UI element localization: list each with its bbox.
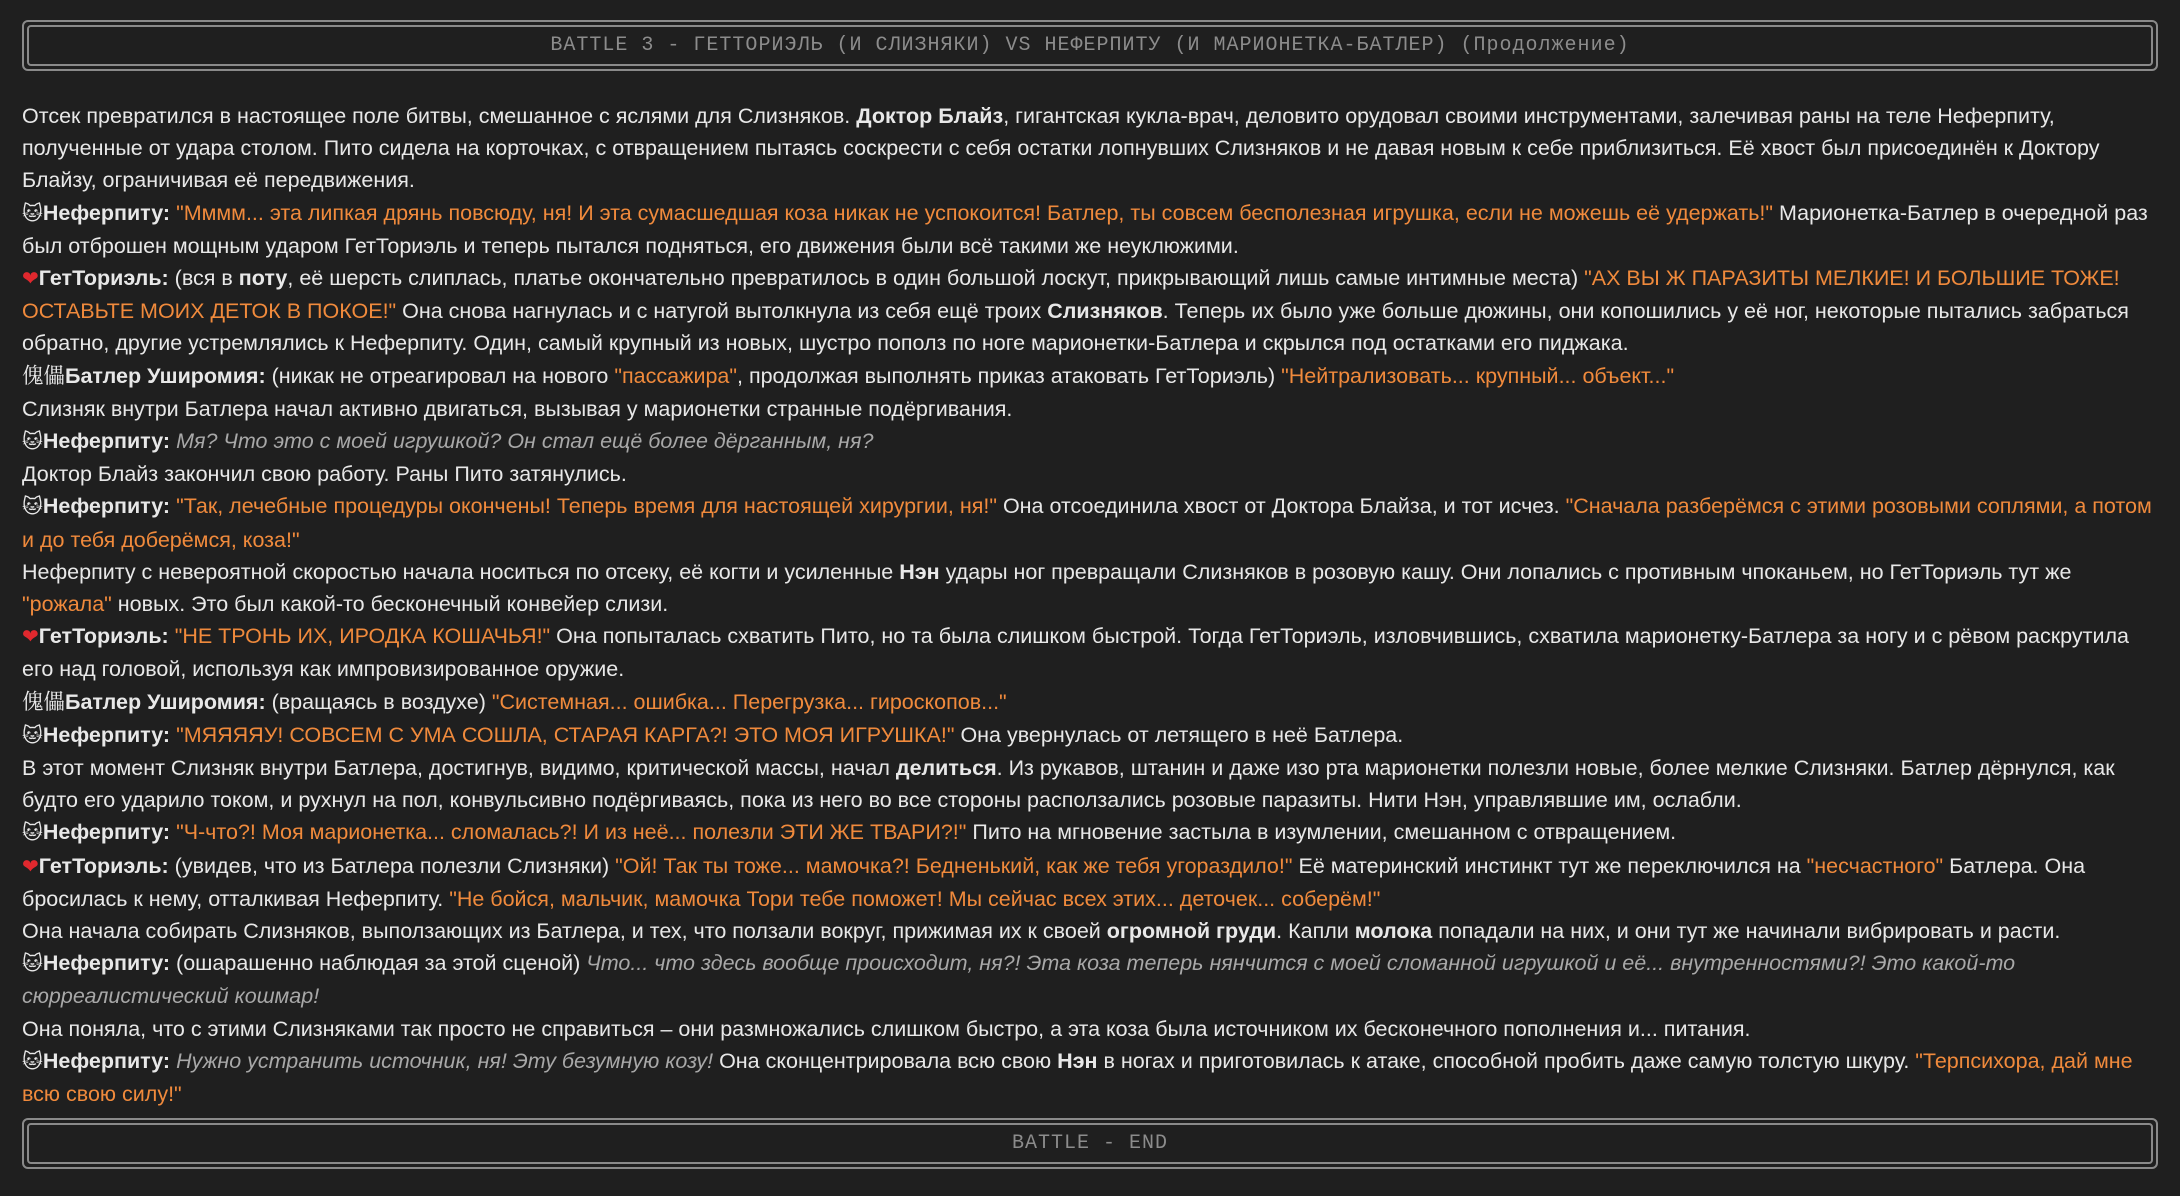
speech-text: "НЕ ТРОНЬ ИХ, ИРОДКА КОШАЧЬЯ!" xyxy=(174,624,551,649)
speaker-name: ГетТориэль: xyxy=(38,853,169,878)
speech-text: "рожала" xyxy=(22,592,112,617)
speech-text: "МЯЯЯЯУ! СОВСЕМ С УМА СОШЛА, СТАРАЯ КАРГА?! ЭТО МОЯ ИГРУШКА!" xyxy=(176,722,955,747)
speech-text: "Ой! Так ты тоже... мамочка?! Бедненький, как же тебя угораздило!" xyxy=(615,853,1293,878)
speech-text: "Сначала разберёмся с этими розовыми соплями, а потом и до тебя доберёмся, коза!" xyxy=(22,494,2152,552)
emphasis-text: Доктор Блайз xyxy=(856,104,1004,128)
speech-text: "АХ ВЫ Ж ПАРАЗИТЫ МЕЛКИЕ! И БОЛЬШИЕ ТОЖЕ! ОСТАВЬТЕ МОИХ ДЕТОК В ПОКОЕ!" xyxy=(22,266,2120,324)
speech-text: "Нейтрализовать... крупный... объект..." xyxy=(1281,363,1675,388)
speech-text: "Системная... ошибка... Перегрузка... гироскопов..." xyxy=(491,689,1007,714)
narration-text: Она снова нагнулась и с натугой вытолкнула из себя ещё троих xyxy=(396,299,1048,324)
narration-line xyxy=(22,1013,2158,1045)
speaker-name: Неферпиту: xyxy=(42,429,171,454)
emphasis-text: огромной груди xyxy=(1106,919,1277,944)
narration-text: Пито на мгновение застыла в изумлении, смешанном с отвращением. xyxy=(966,820,1677,845)
speaker-name: Неферпиту: xyxy=(42,820,171,845)
narration-line xyxy=(22,752,2158,816)
speech-text: "Ч-что?! Моя марионетка... сломалась?! И из неё... полезли ЭТИ ЖЕ ТВАРИ?!" xyxy=(176,820,967,845)
dialogue-line-butler xyxy=(22,686,2158,719)
narration-text: Отсек превратился в настоящее поле битвы, смешанное с яслями для Слизняков. xyxy=(22,104,857,128)
narration-text: . Капли xyxy=(1276,919,1355,944)
narration-text: (никак не отреагировал на нового xyxy=(265,363,615,388)
speaker-name: Неферпиту: xyxy=(42,200,171,225)
narration-text: (увидев, что из Батлера полезли Слизняки) xyxy=(168,853,616,878)
cat-face-icon: 🐱 xyxy=(22,431,43,454)
heart-icon: ❤ xyxy=(22,268,39,291)
dialogue-line-neferpitou xyxy=(22,719,2158,752)
heart-icon: ❤ xyxy=(22,855,39,878)
speech-text: "пассажира" xyxy=(614,363,738,388)
narration-text: . Из рукавов, штанин и даже изо рта марионетки полезли новые, более мелкие Слизняки. Батлер дёрнулся, как будто его ударило током, и рухнул на пол, конвульсивно подёргиваясь, пока из него во все стороны расползались розовые паразиты. Нити Нэн, управлявшие им, ослабли. xyxy=(22,756,2115,813)
emphasis-text: Нэн xyxy=(1057,1048,1098,1073)
narration-text: Батлера. Она бросилась к нему, отталкивая Неферпиту. xyxy=(22,853,2086,911)
cat-face-icon: 🐱 xyxy=(22,724,43,747)
puppet-kanji-icon: 傀儡 xyxy=(22,363,66,389)
narration-text: в ногах и приготовилась к атаке, способной пробить даже самую толстую шкуру. xyxy=(1097,1048,1916,1073)
speaker-name: Неферпиту: xyxy=(42,722,171,747)
dialogue-line-neferpitou xyxy=(22,1045,2158,1110)
dialogue-line-neferpitou xyxy=(22,197,2158,262)
speaker-name: Неферпиту: xyxy=(42,494,171,519)
dialogue-line-neferpitou xyxy=(22,425,2158,458)
speech-text: "несчастного" xyxy=(1806,853,1944,878)
dialogue-line-gettoriel xyxy=(22,262,2158,360)
emphasis-text: молока xyxy=(1354,919,1433,944)
narration-line xyxy=(22,915,2158,947)
thought-text: Мя? Что это с моей игрушкой? Он стал ещё более дёрганным, ня? xyxy=(176,429,874,454)
narration-text: Марионетка-Батлер в очередной раз был отброшен мощным ударом ГетТориэль и теперь пытался подняться, его движения были всё такими же неуклюжими. xyxy=(22,200,2148,258)
speaker-name: ГетТориэль: xyxy=(38,266,169,291)
narration-text: , её шерсть слиплась, платье окончательно превратилось в один большой лоскут, прикрывающий лишь самые интимные места) xyxy=(287,266,1585,291)
thought-text: Нужно устранить источник, ня! Эту безумную козу! xyxy=(176,1048,714,1073)
narration-text: Она поняла, что с этими Слизняками так просто не справиться – они размножались слишком быстро, а эта коза была источником их бесконечного пополнения и... питания. xyxy=(22,1016,1751,1041)
narration-line xyxy=(22,100,2158,197)
speaker-name: ГетТориэль: xyxy=(38,624,169,649)
battle-header-title: BATTLE 3 - ГЕТТОРИЭЛЬ (И СЛИЗНЯКИ) VS НЕФЕРПИТУ (И МАРИОНЕТКА-БАТЛЕР) (Продолжение) xyxy=(27,25,2153,66)
narration-text: Она попыталась схватить Пито, но та была слишком быстрой. Тогда ГетТориэль, изловчившись, схватила марионетку-Батлера за ногу и с рёвом раскрутила его над головой, используя как импровизированное оружие. xyxy=(22,624,2129,682)
heart-icon: ❤ xyxy=(22,626,39,649)
emphasis-text: делиться xyxy=(895,756,997,781)
speaker-name: Батлер Уширомия: xyxy=(65,363,266,388)
emphasis-text: поту xyxy=(238,266,288,291)
dialogue-line-neferpitou xyxy=(22,490,2158,555)
speaker-name: Неферпиту: xyxy=(42,1048,171,1073)
cat-face-icon: 🐱 xyxy=(22,822,43,845)
narration-text: (ошарашенно наблюдая за этой сценой) xyxy=(170,951,587,976)
narration-text: Её материнский инстинкт тут же переключился на xyxy=(1292,853,1807,878)
narration-text: Она отсоединила хвост от Доктора Блайза, и тот исчез. xyxy=(996,494,1566,519)
dialogue-line-neferpitou xyxy=(22,947,2158,1012)
cat-face-icon: 🐱 xyxy=(22,1050,43,1073)
narration-text: удары ног превращали Слизняков в розовую кашу. Они лопались с противным чпоканьем, но ГетТориэль тут же xyxy=(939,559,2072,584)
battle-narrative xyxy=(22,100,2158,1110)
speaker-name: Неферпиту: xyxy=(42,951,171,976)
speech-text: "Терпсихора, дай мне всю свою силу!" xyxy=(22,1048,2133,1107)
battle-footer-title: BATTLE - END xyxy=(27,1123,2153,1164)
cat-face-icon: 🐱 xyxy=(22,953,43,976)
narration-text: Она начала собирать Слизняков, выползающих из Батлера, и тех, что ползали вокруг, прижимая их к своей xyxy=(22,919,1107,944)
dialogue-line-butler xyxy=(22,360,2158,393)
narration-text: Она сконцентрировала всю свою xyxy=(713,1048,1058,1073)
narration-text: Неферпиту с невероятной скоростью начала носиться по отсеку, её когти и усиленные xyxy=(22,559,900,584)
speaker-name: Батлер Уширомия: xyxy=(65,689,266,714)
dialogue-line-gettoriel xyxy=(22,850,2158,915)
narration-text: (вся в xyxy=(168,266,239,291)
narration-text: попадали на них, и они тут же начинали вибрировать и расти. xyxy=(1432,919,2061,944)
thought-text: Что... что здесь вообще происходит, ня?! Эта коза теперь нянчится с моей сломанной игрушкой и её... внутренностями?! Это какой-то сюрреалистический кошмар! xyxy=(22,951,2016,1009)
narration-text: , гигантская кукла-врач, деловито орудовал своими инструментами, залечивая раны на теле Неферпиту, полученные от удара столом. Пито сидела на корточках, с отвращением пытаясь соскрести с себя остатки лопнувших Слизняков и не давая новым к себе приблизиться. Её хвост был присоединён к Доктору Блайзу, ограничивая её передвижения. xyxy=(22,104,2100,193)
cat-face-icon: 🐱 xyxy=(22,496,43,519)
narration-line xyxy=(22,556,2158,620)
narration-text: Она увернулась от летящего в неё Батлера. xyxy=(954,722,1404,747)
narration-text: (вращаясь в воздухе) xyxy=(265,689,492,714)
puppet-kanji-icon: 傀儡 xyxy=(22,689,66,715)
speech-text: "Не бойся, мальчик, мамочка Тори тебе поможет! Мы сейчас всех этих... деточек... соберём!" xyxy=(449,886,1381,911)
emphasis-text: Слизняков xyxy=(1047,299,1163,324)
narration-line xyxy=(22,458,2158,490)
narration-line xyxy=(22,393,2158,425)
emphasis-text: Нэн xyxy=(899,559,940,584)
narration-text: . Теперь их было уже больше дюжины, они копошились у её ног, некоторые пытались забраться обратно, другие устремлялись к Неферпиту. Один, самый крупный из новых, шустро пополз по ноге марионетки-Батлера и скрылся под остатками его пиджака. xyxy=(22,299,2129,356)
battle-footer-banner xyxy=(22,1118,2158,1169)
cat-face-icon: 🐱 xyxy=(22,202,43,225)
narration-text: В этот момент Слизняк внутри Батлера, достигнув, видимо, критической массы, начал xyxy=(22,756,896,781)
battle-header-banner xyxy=(22,20,2158,71)
narration-text: Доктор Блайз закончил свою работу. Раны Пито затянулись. xyxy=(22,462,627,487)
speech-text: "Так, лечебные процедуры окончены! Теперь время для настоящей хирургии, ня!" xyxy=(176,494,997,519)
dialogue-line-neferpitou xyxy=(22,816,2158,849)
narration-text: , продолжая выполнять приказ атаковать ГетТориэль) xyxy=(737,363,1282,388)
speech-text: "Мммм... эта липкая дрянь повсюду, ня! И эта сумасшедшая коза никак не успокоится! Батлер, ты совсем бесполезная игрушка, если не можешь её удержать!" xyxy=(176,200,1774,225)
narration-text: Слизняк внутри Батлера начал активно двигаться, вызывая у марионетки странные подёргивания. xyxy=(22,396,1013,421)
dialogue-line-gettoriel xyxy=(22,620,2158,685)
narration-text: новых. Это был какой-то бесконечный конвейер слизи. xyxy=(111,592,669,617)
